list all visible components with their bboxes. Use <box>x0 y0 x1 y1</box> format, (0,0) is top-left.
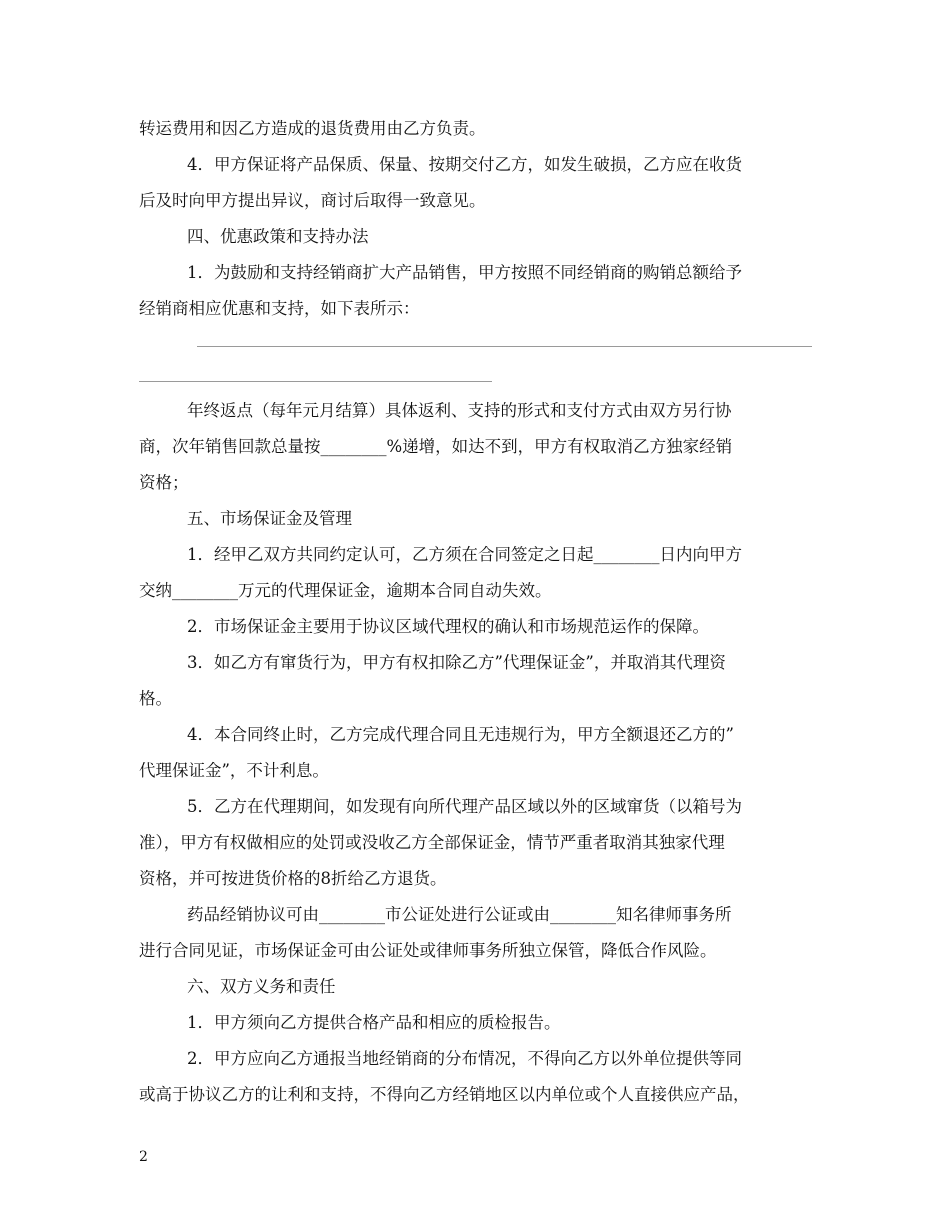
page-number: 2 <box>139 1149 148 1165</box>
text-line: 交纳________万元的代理保证金，逾期本合同自动失效。 <box>139 581 552 600</box>
text-line: 准），甲方有权做相应的处罚或没收乙方全部保证金，情节严重者取消其独家代理 <box>139 833 725 852</box>
text-line: 资格； <box>139 473 189 492</box>
text-line: 4．甲方保证将产品保质、保量、按期交付乙方，如发生破损，乙方应在收货 <box>187 155 742 174</box>
text-line: 药品经销协议可由________市公证处进行公证或由________知名律师事务所 <box>187 905 732 924</box>
text-line: 1．为鼓励和支持经销商扩大产品销售，甲方按照不同经销商的购销总额给予 <box>187 263 742 282</box>
table-placeholder-rule <box>197 346 812 347</box>
text-line: 商，次年销售回款总量按________%递增，如达不到，甲方有权取消乙方独家经销 <box>139 437 733 456</box>
text-line: 格。 <box>139 689 172 708</box>
text-line: 或高于协议乙方的让利和支持，不得向乙方经销地区以内单位或个人直接供应产品， <box>139 1085 750 1104</box>
text-line: 1．甲方须向乙方提供合格产品和相应的质检报告。 <box>187 1013 561 1032</box>
text-line: 后及时向甲方提出异议，商讨后取得一致意见。 <box>139 191 486 210</box>
text-line: 2．市场保证金主要用于协议区域代理权的确认和市场规范运作的保障。 <box>187 617 709 636</box>
section-heading: 六、双方义务和责任 <box>187 977 336 996</box>
text-line: 经销商相应优惠和支持，如下表所示： <box>139 299 420 318</box>
section-heading: 五、市场保证金及管理 <box>187 509 352 528</box>
text-line: 2．甲方应向乙方通报当地经销商的分布情况，不得向乙方以外单位提供等同 <box>187 1049 742 1068</box>
text-line: 资格，并可按进货价格的8折给乙方退货。 <box>139 869 447 888</box>
text-line: 代理保证金”，不计利息。 <box>139 761 329 780</box>
text-line: 1．经甲乙双方共同约定认可，乙方须在合同签定之日起________日内向甲方 <box>187 545 742 564</box>
section-heading: 四、优惠政策和支持办法 <box>187 227 369 246</box>
text-line: 5．乙方在代理期间，如发现有向所代理产品区域以外的区域窜货（以箱号为 <box>187 797 742 816</box>
text-line: 转运费用和因乙方造成的退货费用由乙方负责。 <box>139 119 486 138</box>
text-line: 4．本合同终止时，乙方完成代理合同且无违规行为，甲方全额退还乙方的” <box>187 725 734 744</box>
table-placeholder-rule <box>139 381 492 382</box>
text-line: 3．如乙方有窜货行为，甲方有权扣除乙方”代理保证金”，并取消其代理资 <box>187 653 726 672</box>
text-line: 年终返点（每年元月结算）具体返利、支持的形式和支付方式由双方另行协 <box>187 401 732 420</box>
text-line: 进行合同见证，市场保证金可由公证处或律师事务所独立保管，降低合作风险。 <box>139 941 717 960</box>
